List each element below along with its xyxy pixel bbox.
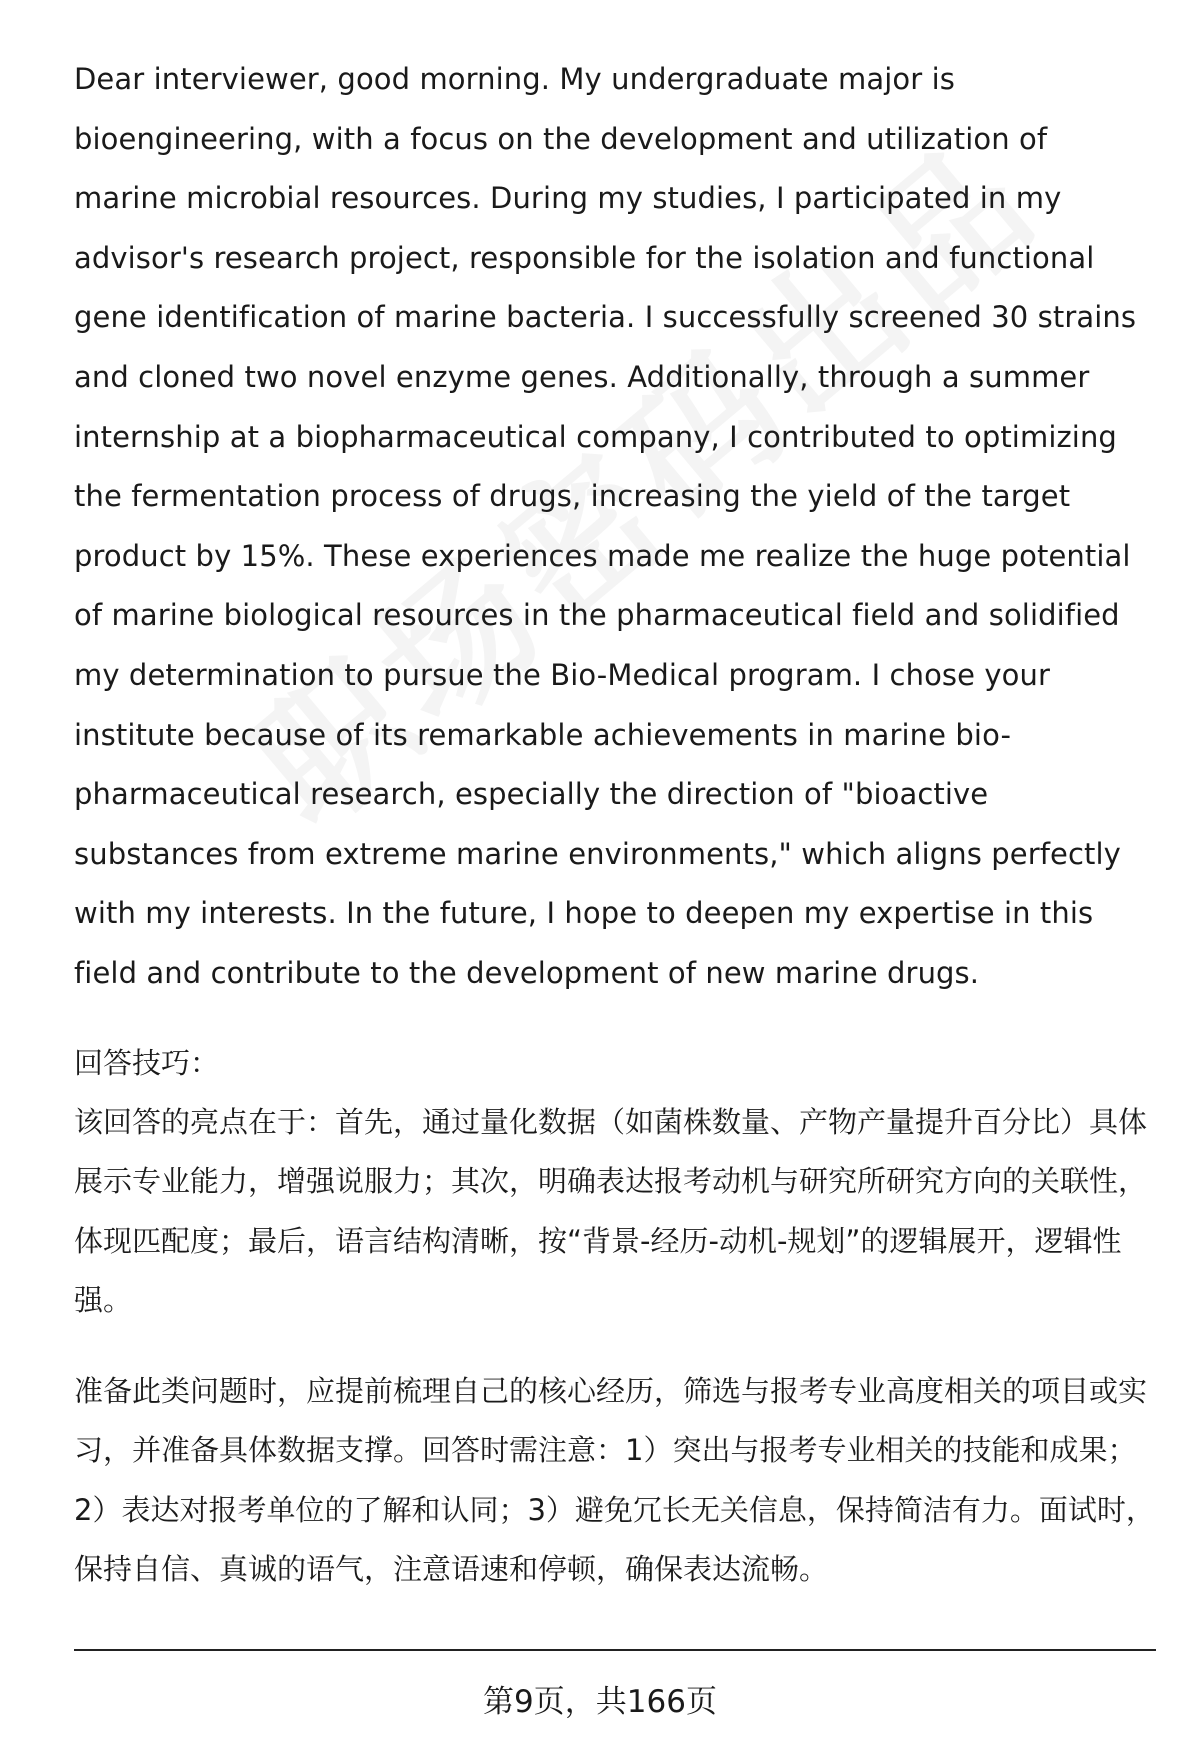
answer-paragraph: Dear interviewer, good morning. My undergraduate major is bioengineering, with a focus on the development and utilization of marine microbial resources. During my studies, I participated in my advisor's research project, responsible for the isolation and functional gene identification of marine bacteria. I successfully screened 30 strains and cloned two novel enzyme genes. Additionally, through a summer internship at a biopharmaceutical company, I contributed to optimizing the fermentation process of drugs, increasing the yield of the target product by 15%. These experiences made me realize the huge potential of marine biological resources in the pharmaceutical field and solidified my determination to pursue the Bio-Medical program. I chose your institute because of its remarkable achievements in marine bio-pharmaceutical research, especially the direction of "bioactive substances from extreme marine environments," which aligns perfectly with my interests. In the future, I hope to deepen my expertise in this field and contribute to the development of new marine drugs. bbox=[74, 62, 1137, 990]
footer-divider bbox=[74, 1649, 1156, 1651]
tips-body-1-wrap bbox=[74, 1093, 1156, 1330]
answer-english bbox=[74, 50, 1156, 1004]
tips-section bbox=[74, 1034, 1156, 1093]
tips-paragraph-1: 该回答的亮点在于：首先，通过量化数据（如菌株数量、产物产量提升百分比）具体展示专业能力，增强说服力；其次，明确表达报考动机与研究所研究方向的关联性，体现匹配度；最后，语言结构清晰，按“背景-经历-动机-规划”的逻辑展开，逻辑性强。 bbox=[74, 1105, 1148, 1317]
tips-body-2-wrap bbox=[74, 1362, 1156, 1599]
tips-paragraph-2: 准备此类问题时，应提前梳理自己的核心经历，筛选与报考专业高度相关的项目或实习，并准备具体数据支撑。回答时需注意：1）突出与报考专业相关的技能和成果；2）表达对报考单位的了解和认同；3）避免冗长无关信息，保持简洁有力。面试时，保持自信、真诚的语气，注意语速和停顿，确保表达流畅。 bbox=[74, 1374, 1155, 1586]
page-number: 第9页，共166页 bbox=[483, 1684, 717, 1720]
tips-title: 回答技巧： bbox=[74, 1046, 220, 1080]
